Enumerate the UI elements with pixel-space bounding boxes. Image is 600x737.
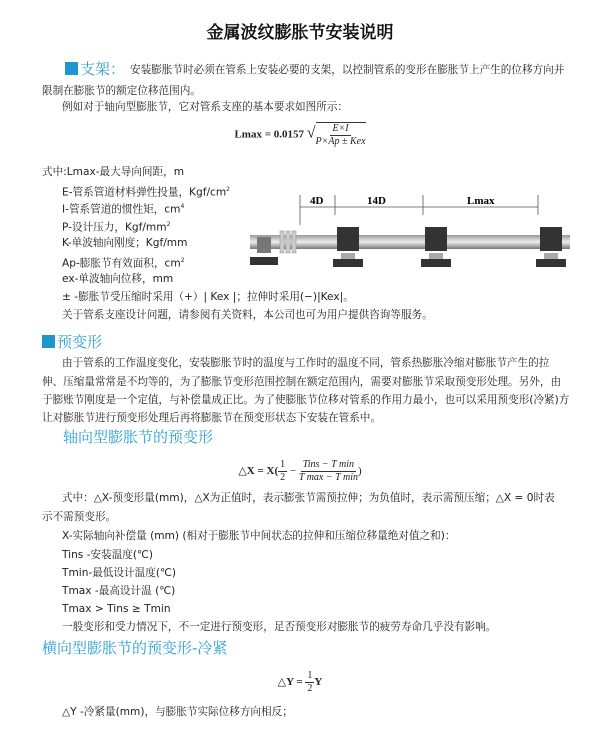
- paragraph-line: 让对膨胀节进行预变形处理后再将膨胀节在预变形状态下安装在管系中。: [42, 412, 381, 424]
- paragraph-line: Tmin-最低设计温度(℃): [62, 567, 176, 579]
- heading-text: 预变形: [57, 333, 103, 351]
- paragraph-line: 由于管系的工作温度变化，安装膨胀节时的温度与工作时的温度不同，管系热膨胀冷缩对膨胀节产生的拉: [62, 357, 550, 369]
- paragraph-line: △Y -冷紧量(mm)，与膨胀节实际位移方向相反；: [62, 706, 293, 718]
- paragraph-line: 例如对于轴向型膨胀节，它对管系支座的基本要求如图所示：: [62, 101, 349, 113]
- fixed-anchor: [257, 237, 271, 253]
- dim-label-14d: 14D: [367, 195, 386, 207]
- formula-lhs: Lmax = 0.0157: [234, 128, 304, 141]
- definition-line: 式中:Lmax-最大导向间距，m: [42, 166, 185, 178]
- bellows-icon: [280, 231, 296, 253]
- paragraph-line: 于膨账节刚度是一个定值，与补偿量成正比。为了使膨胀节位移对管系的作用力最小，也可以采用预变形(冷紧)方: [42, 394, 570, 406]
- paragraph-line: 一般变形和受力情况下，不一定进行预变形，足否预变形对膨胀节的疲劳寿命几乎没有影响。: [62, 621, 497, 633]
- formula-den: P×Ap ± Kex: [315, 136, 366, 147]
- definition-line: 关于管系支座设计问题，请参阅有关资料，本公司也可为用户提供咨询等服务。: [62, 309, 433, 321]
- definition-line: I-管系管道的惯性矩，$cm^4$: [62, 203, 185, 216]
- section-heading-support: [65, 60, 125, 78]
- square-bullet-icon: [65, 62, 78, 75]
- definition-line: ex-单波轴向位移，mm: [62, 273, 174, 285]
- definition-line: E-管系管道材料弹性投量，Kgf/$cm^2$: [62, 186, 230, 199]
- paragraph-line: 安装膨胀节时必须在管系上安装必要的支架，以控制管系的变形在膨胀节上产生的位移方向并: [130, 64, 565, 76]
- formula-num: E×I: [332, 123, 349, 134]
- heading-text: 支架：: [80, 60, 126, 78]
- paragraph-line: Tmax > Tins ≥ Tmin: [62, 603, 171, 615]
- definition-line: Ap-膨胀节有效面积，$cm^2$: [62, 257, 185, 270]
- formula-lhs: △X = X(: [238, 465, 279, 478]
- section-heading-predeform: [42, 333, 102, 351]
- definition-line: K-单波轴向刚度；Kgf/mm: [62, 237, 188, 249]
- formula-delta-y: △Y = $\frac{1}{2}$ Y: [277, 670, 323, 694]
- pipe-support-diagram: [245, 195, 575, 285]
- definition-line: P-设计压力，Kgf/$mm^2$: [62, 221, 171, 234]
- paragraph-line: 示不需预变形。: [42, 511, 117, 523]
- formula-lmax: Lmax = 0.0157 √ $\frac{E\times I}{\text{P×Ap ± Kex}}$: [234, 123, 366, 147]
- paragraph-line: 式中：△X-预变形量(mm)，△X为正值时，表示膨张节需预拉伸；为负值时，表示需预压缩；△X = 0时表: [62, 492, 555, 504]
- formula-delta-x: △X = X( $\frac{1}{2}$ − $\frac{\text{Tins − T min}}{\text{T max − T min}}$ ): [238, 459, 362, 483]
- square-bullet-icon: [42, 335, 55, 348]
- dim-label-4d: 4D: [310, 195, 324, 207]
- page-title: 金属波纹膨胀节安装说明: [206, 23, 394, 43]
- paragraph-line: Tins -安装温度(℃): [62, 549, 154, 561]
- definition-line: ± -膨胀节受压缩时采用（+）| Kex |；拉伸时采用(−)|Kex|。: [62, 291, 354, 303]
- paragraph-line: X-实际轴向补偿量 (mm) (相对于膨胀节中间状态的拉伸和压缩位移量绝对值之和)：: [62, 530, 456, 542]
- paragraph-line: 伸、压缩量常常是不均等的，为了膨胀节变形范围控制在额定范围内，需要对膨胀节采取预变形处理。另外，由: [42, 376, 562, 388]
- subheading-lateral: 横向型膨胀节的预变形-冷紧: [42, 639, 228, 657]
- subheading-axial: 轴向型膨胀节的预变形: [63, 428, 214, 446]
- paragraph-line: Tmax -最高设计温 (℃): [62, 585, 176, 597]
- paragraph-line: 限制在膨胀节的额定位移范围内。: [42, 85, 201, 97]
- dim-label-lmax: Lmax: [467, 195, 495, 207]
- pipe: [250, 235, 570, 249]
